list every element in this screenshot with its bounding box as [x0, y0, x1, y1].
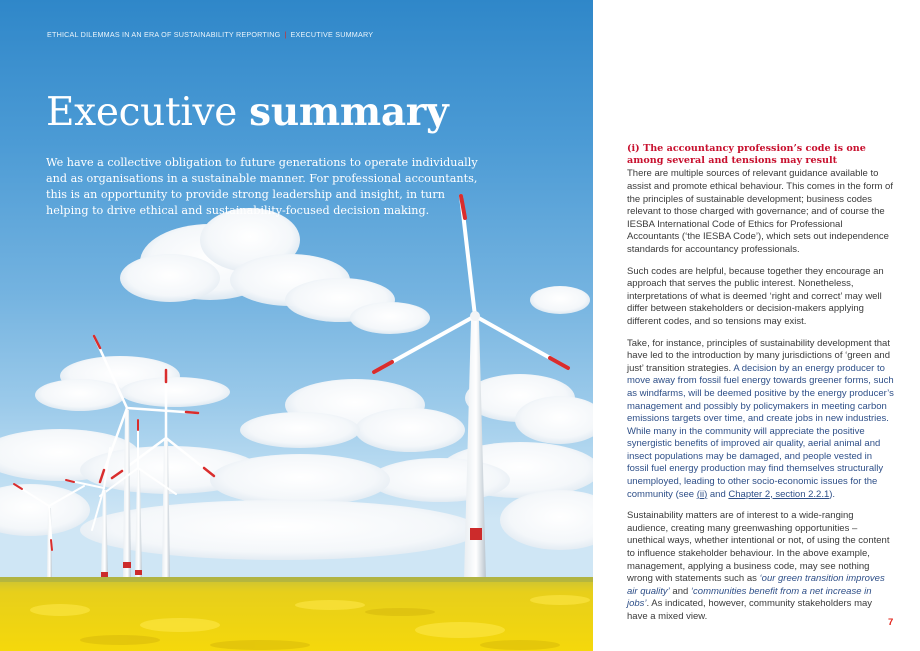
page-title — [46, 89, 449, 135]
document-title: ETHICAL DILEMMAS IN AN ERA OF SUSTAINABILITY REPORTING — [47, 30, 281, 39]
title-light: Executive — [46, 90, 250, 135]
paragraph-4-end: . As indicated, however, community stakeholders may have a mixed view. — [627, 598, 873, 622]
section-title: EXECUTIVE SUMMARY — [290, 30, 374, 39]
clouds — [0, 208, 593, 560]
body-column — [627, 143, 895, 633]
section-heading: (i) The accountancy profession’s code is one among several and tensions may result — [627, 143, 866, 167]
paragraph-3 — [627, 338, 895, 502]
link-section-ii[interactable]: (ii) — [696, 488, 708, 500]
example-close: ). — [829, 488, 836, 500]
page-number: 7 — [888, 617, 894, 628]
rapeseed-field — [0, 577, 593, 651]
header-separator: | — [284, 30, 287, 39]
paragraph-2: Such codes are helpful, because together they encourage an approach that serves the public interest. Nonetheless, interpretations of what is deemed ‘right and correct’ may well differ between stakeholders or decision-makers applying different codes, and so tensions may exist. — [627, 265, 884, 327]
link-conjunction: and — [707, 488, 729, 500]
quote-conjunction: and — [669, 585, 691, 597]
paragraph-1: There are multiple sources of relevant guidance available to assist and promote ethical behaviour. This comes in the form of the principles of sustainable development; business codes relevant to those charged with governance; and of course the IESBA International Code of Ethics for Professional Accountants (‘the IESBA Code’), which sets out independence standards for accountancy professionals. — [627, 168, 893, 255]
paragraph-4 — [627, 510, 895, 623]
link-chapter-2-section-2-2-1[interactable]: Chapter 2, section 2.2.1 — [728, 488, 830, 500]
title-bold: summary — [249, 89, 449, 135]
example-text: A decision by an energy producer to move away from fossil fuel energy towards greener forms, such as windfarms, will be deemed positive by the energy producer’s management and possibly by policymakers in meeting carbon emissions targets over time, and create jobs in new industries. While many in the community will appreciate the positive synergistic benefits of improved air quality, aerial animal and insect populations may be damaged, and people vested in fossil fuel energy production may find themselves structurally unemployed, leading to other socio-economic issues for the community (see — [627, 362, 894, 500]
paragraph-4-start: Sustainability matters are of interest to a wide-ranging audience, creating many greenwashing opportunities – unethical ways, whether intentional or not, of using the content to influence stakeholder behaviour. In the above example, management, applying a business code, may see nothing wrong with statements such as — [627, 510, 890, 585]
intro-paragraph: We have a collective obligation to future generations to operate individually and as organisations in a sustainable manner. For professional accountants, this is an opportunity to provide strong leadership and insight, in turn helping to drive ethical and sustainability-focused decision making. — [46, 156, 478, 217]
highlighted-example — [627, 363, 894, 500]
running-header — [47, 30, 373, 39]
quote-jobs: ‘communities benefit from a net increase in jobs’ — [627, 585, 872, 610]
quote-air-quality: ‘our green transition improves air quality’ — [627, 573, 885, 597]
paragraph-3-intro: Take, for instance, principles of sustainability development that have led to the introduction by many jurisdictions of ‘green and just’ transition strategies. — [627, 337, 890, 374]
